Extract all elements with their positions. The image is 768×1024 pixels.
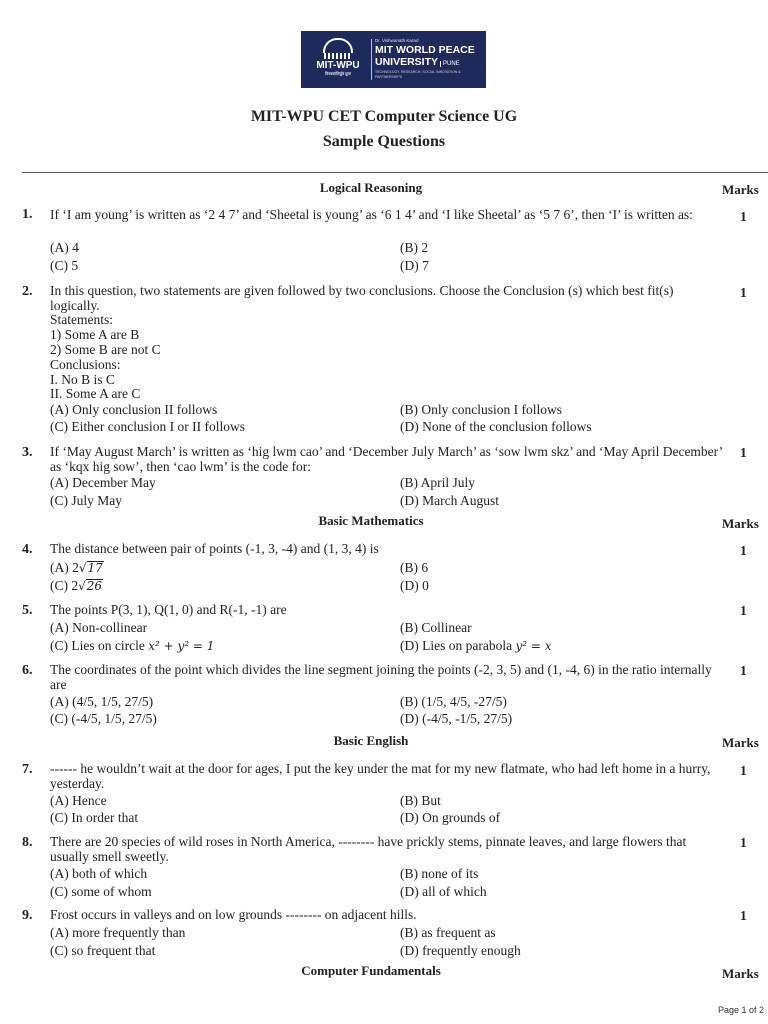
option-d: (D) None of the conclusion follows <box>400 419 592 434</box>
option-c: (C) so frequent that <box>50 943 156 958</box>
university-logo <box>301 31 486 88</box>
conclusion-2: II. Some A are C <box>50 386 141 401</box>
marks-heading: Marks <box>722 966 759 981</box>
conclusions-label: Conclusions: <box>50 357 121 372</box>
option-a: (A) both of which <box>50 866 148 881</box>
question-marks: 1 <box>740 835 747 850</box>
option-a: (A) Non-collinear <box>50 620 148 635</box>
option-c: (C) some of whom <box>50 884 152 899</box>
statements-label: Statements: <box>50 312 113 327</box>
question-marks: 1 <box>740 209 747 224</box>
columns-icon <box>324 53 352 59</box>
marks-heading: Marks <box>722 735 759 750</box>
logo-founder: Dr. Vishwanath Karad <box>375 38 419 43</box>
section-heading-basic-mathematics: Basic Mathematics <box>318 513 424 528</box>
option-b: (B) Only conclusion I follows <box>400 402 562 417</box>
radicand: 26 <box>86 579 103 593</box>
question-text: The distance between pair of points (-1, 3, -4) and (1, 3, 4) is <box>50 541 379 556</box>
document-subtitle: Sample Questions <box>322 133 446 150</box>
question-marks: 1 <box>740 543 747 558</box>
option-d: (D) all of which <box>400 884 487 899</box>
option-d <box>400 638 552 654</box>
option-a: (A) December May <box>50 475 156 490</box>
question-number: 9. <box>22 908 33 923</box>
option-c: (C) Either conclusion I or II follows <box>50 419 245 434</box>
option-c-label: (C) Lies on circle <box>50 638 149 653</box>
radicand: 17 <box>87 561 103 575</box>
question-number: 7. <box>22 762 33 777</box>
question-text: The coordinates of the point which divides the line segment joining the points (-2, 3, 5) and (1, -4, 6) in the ratio internally are <box>50 662 712 692</box>
option-a: (A) more frequently than <box>50 925 186 940</box>
option-a <box>50 560 104 576</box>
question-marks: 1 <box>740 285 747 300</box>
option-a: (A) Only conclusion II follows <box>50 402 218 417</box>
option-b: (B) 2 <box>400 240 429 255</box>
option-b: (B) Collinear <box>400 620 472 635</box>
marks-heading: Marks <box>722 182 759 197</box>
statement-2: 2) Some B are not C <box>50 342 161 357</box>
question-number: 1. <box>22 207 33 222</box>
option-c <box>50 578 103 594</box>
question-marks: 1 <box>740 663 747 678</box>
option-d: (D) March August <box>400 493 499 508</box>
parabola-formula: y² = x <box>515 639 552 653</box>
option-c-label: (C) 2 <box>50 578 79 593</box>
question-text: If ‘I am young’ is written as ‘2 4 7’ and ‘Sheetal is young’ as ‘6 1 4’ and ‘I like Sheetal’ as ‘5 7 6’, then ‘I’ is written as: <box>50 207 693 222</box>
question-text: If ‘May August March’ is written as ‘hig lwm cao’ and ‘December July March’ as ‘sow lwm skz’ and ‘May April December’ as ‘kqx hig sow’, then ‘cao lwm’ is the code for: <box>50 444 723 474</box>
logo-divider <box>371 39 372 80</box>
option-b: (B) as frequent as <box>400 925 496 940</box>
logo-line2: UNIVERSITY <box>375 56 439 68</box>
question-number: 4. <box>22 542 33 557</box>
document-title: MIT-WPU CET Computer Science UG <box>250 108 518 125</box>
option-c: (C) (-4/5, 1/5, 27/5) <box>50 711 157 726</box>
option-b: (B) (1/5, 4/5, -27/5) <box>400 694 507 709</box>
question-text: ------ he wouldn’t wait at the door for ages, I put the key under the mat for my new flatmate, who had left home in a hurry, yesterday. <box>50 761 711 791</box>
option-b: (B) April July <box>400 475 476 490</box>
option-d: (D) (-4/5, -1/5, 27/5) <box>400 711 513 726</box>
option-c <box>50 638 214 654</box>
section-heading-logical-reasoning: Logical Reasoning <box>319 180 423 195</box>
option-d-label: (D) Lies on parabola <box>400 638 516 653</box>
sqrt-symbol: √ <box>78 561 87 575</box>
option-c: (C) 5 <box>50 258 79 273</box>
question-text: In this question, two statements are given followed by two conclusions. Choose the Conclusion (s) which best fit(s) logically. <box>50 283 674 313</box>
question-marks: 1 <box>740 603 747 618</box>
option-a: (A) (4/5, 1/5, 27/5) <box>50 694 154 709</box>
option-a: (A) Hence <box>50 793 107 808</box>
marks-heading: Marks <box>722 516 759 531</box>
question-marks: 1 <box>740 908 747 923</box>
option-b: (B) none of its <box>400 866 479 881</box>
option-c: (C) July May <box>50 493 122 508</box>
section-heading-computer-fundamentals: Computer Fundamentals <box>301 963 441 978</box>
logo-city: PUNE <box>440 61 460 67</box>
logo-emblem <box>307 35 369 84</box>
question-text: The points P(3, 1), Q(1, 0) and R(-1, -1) are <box>50 602 287 617</box>
option-d: (D) On grounds of <box>400 810 501 825</box>
statement-1: 1) Some A are B <box>50 327 140 342</box>
logo-tagline: TECHNOLOGY, RESEARCH, SOCIAL INNOVATION & PARTNERSHIPS <box>375 70 461 79</box>
question-text: Frost occurs in valleys and on low grounds -------- on adjacent hills. <box>50 907 417 922</box>
dome-icon <box>323 38 353 53</box>
page-number: Page 1 of 2 <box>718 1005 765 1015</box>
sqrt-symbol: √ <box>78 579 86 593</box>
logo-short-name: MIT-WPU <box>316 60 360 71</box>
question-number: 2. <box>22 284 33 299</box>
question-marks: 1 <box>740 763 747 778</box>
question-number: 8. <box>22 835 33 850</box>
logo-short-sub: विश्वशांतिर्ध्रुवं ध्रुवा <box>325 71 351 76</box>
conclusion-1: I. No B is C <box>50 372 115 387</box>
question-marks: 1 <box>740 445 747 460</box>
question-number: 3. <box>22 445 33 460</box>
option-d: (D) 0 <box>400 578 429 593</box>
logo-line1: MIT WORLD PEACE <box>375 44 475 56</box>
option-d: (D) frequently enough <box>400 943 521 958</box>
header-divider <box>22 172 768 173</box>
option-a-label: (A) 2 <box>50 560 79 575</box>
option-b: (B) But <box>400 793 441 808</box>
option-b: (B) 6 <box>400 560 429 575</box>
question-number: 6. <box>22 663 33 678</box>
option-c: (C) In order that <box>50 810 139 825</box>
question-text: There are 20 species of wild roses in North America, -------- have prickly stems, pinnate leaves, and large flowers that usually smell sweetly. <box>50 834 687 864</box>
option-a: (A) 4 <box>50 240 79 255</box>
section-heading-basic-english: Basic English <box>333 733 409 748</box>
circle-formula: x² + y² = 1 <box>148 639 215 653</box>
option-d: (D) 7 <box>400 258 429 273</box>
logo-wordmark <box>375 37 483 80</box>
question-number: 5. <box>22 603 33 618</box>
